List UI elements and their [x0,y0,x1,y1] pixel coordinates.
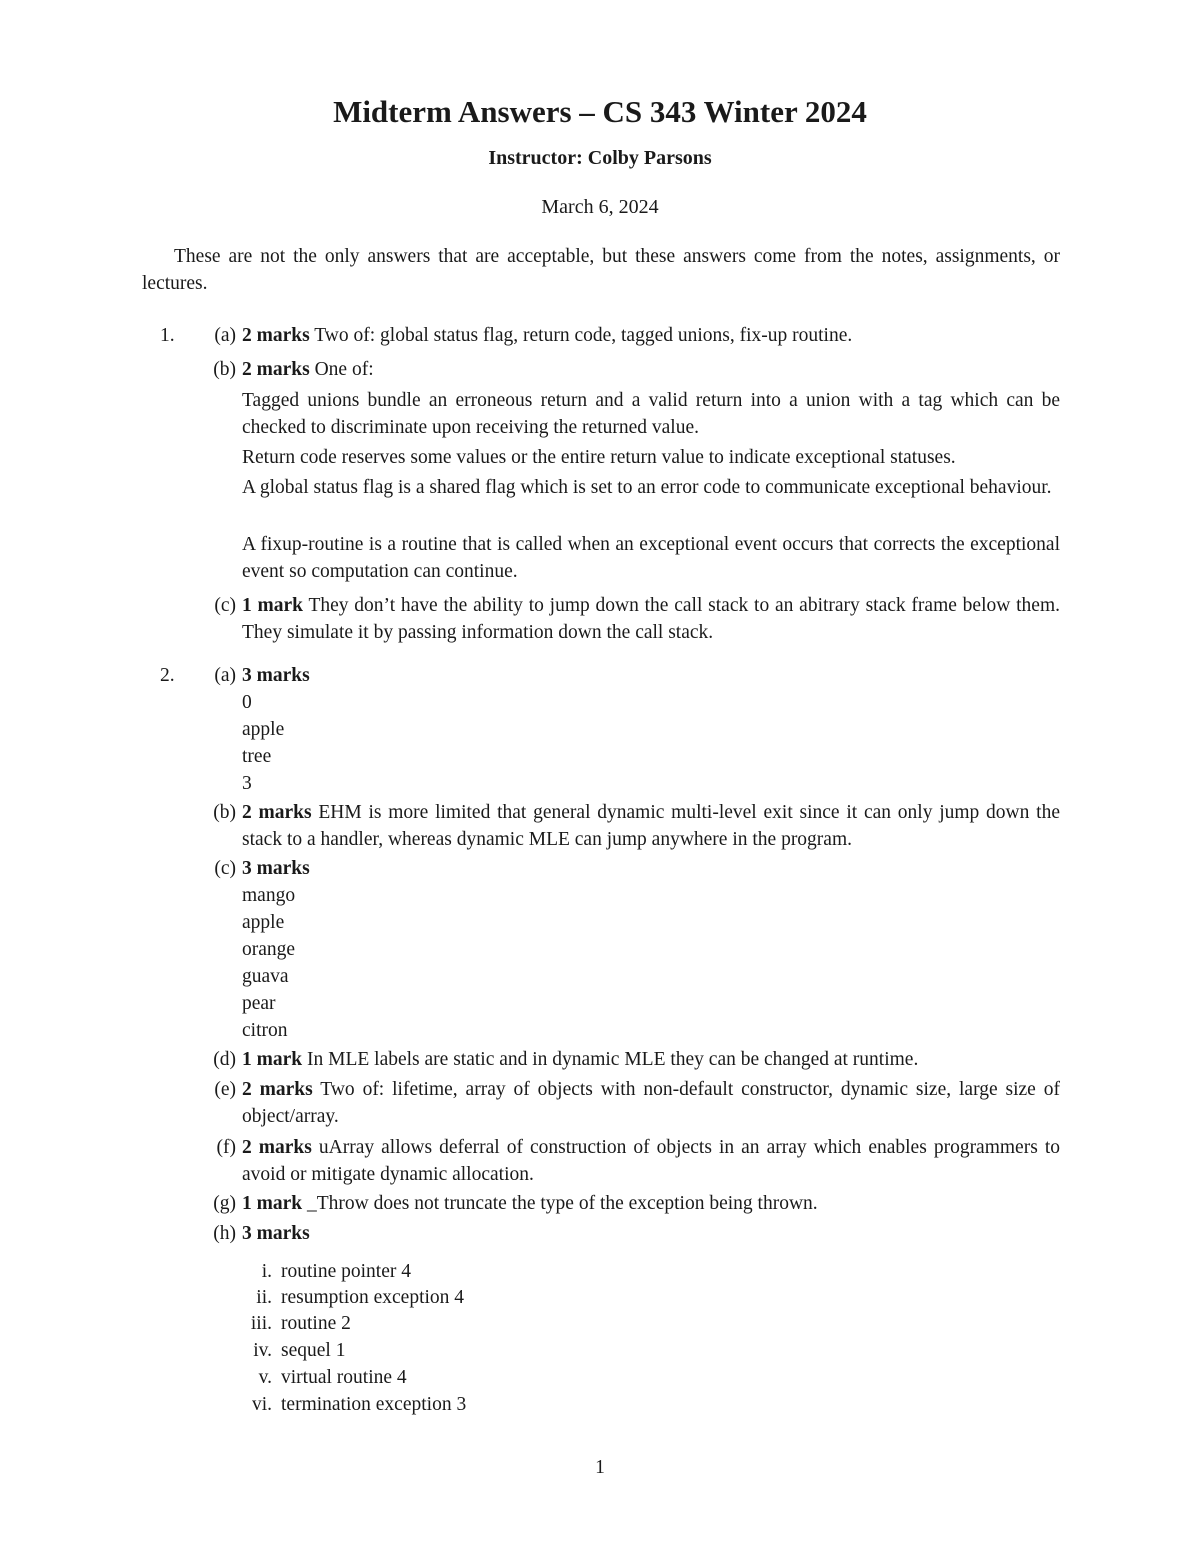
instructor-line: Instructor: Colby Parsons [488,147,712,169]
q2-h-item-text: virtual routine 4 [281,1367,407,1388]
q2-h-item-number: ii. [256,1287,272,1308]
q2-h-item-number: i. [261,1261,272,1282]
q2-b-answer [242,799,1060,853]
q1-a-text: Two of: global status flag, return code, tagged unions, fix-up routine. [309,325,853,346]
q1-b-answer [242,356,1060,383]
q1-c-text: They don’t have the ability to jump down the call stack to an abitrary stack frame below them. They simulate it by passing information down the call stack. [242,595,1060,643]
question-1-number: 1. [160,325,175,346]
q2-e-label: (e) [214,1079,236,1100]
q2-c-output-line: apple [242,912,285,933]
q2-a-output-line: tree [242,746,272,767]
q2-f-answer [242,1134,1060,1188]
q2-g-label: (g) [213,1193,236,1214]
page-number: 1 [595,1457,605,1478]
q2-c-output-line: pear [242,993,276,1014]
q2-g-answer [242,1190,1060,1217]
q2-c-answer [242,855,1060,1044]
q1-b-marks: 2 marks [242,359,310,380]
q2-h-item-number: v. [258,1367,272,1388]
date-line: March 6, 2024 [541,196,659,218]
q2-h-item-number: iv. [253,1340,272,1361]
q2-c-output-line: citron [242,1020,288,1041]
q1-a-answer [242,322,1060,349]
q2-g-marks: 1 mark [242,1193,303,1214]
q1-c-label: (c) [214,595,236,616]
q2-h-item-text: termination exception 3 [281,1394,467,1415]
q2-c-output-line: mango [242,885,296,906]
q2-b-label: (b) [213,802,236,823]
q1-b-option-tagged-unions: Tagged unions bundle an erroneous return and a valid return into a union with a tag which can be checked to discriminate upon receiving the returned value. [242,390,1060,438]
intro-paragraph: These are not the only answers that are acceptable, but these answers come from the notes, assignments, or lectures. [142,246,1060,294]
q2-d-text: In MLE labels are static and in dynamic MLE they can be changed at runtime. [302,1049,919,1070]
q2-a-answer [242,662,1060,797]
q2-c-output-line: guava [242,966,289,987]
q2-a-output-line: 3 [242,773,252,794]
q2-h-item-number: iii. [250,1313,272,1334]
q1-b-text: One of: [309,359,374,380]
q2-h-item-text: sequel 1 [281,1340,346,1361]
question-2-number: 2. [160,665,175,686]
q1-b-option-return-code: Return code reserves some values or the entire return value to indicate exceptional statuses. [242,447,956,468]
q2-h-item-text: resumption exception 4 [281,1287,465,1308]
q2-f-label: (f) [216,1137,236,1158]
q2-d-marks: 1 mark [242,1049,303,1070]
q2-b-text: EHM is more limited that general dynamic multi-level exit since it can only jump down the stack to a handler, whereas dynamic MLE can jump anywhere in the program. [242,802,1060,850]
q1-b-option-fixup-routine: A fixup-routine is a routine that is called when an exceptional event occurs that corrects the exceptional event so computation can continue. [242,534,1060,582]
q2-f-marks: 2 marks [242,1137,312,1158]
page-title: Midterm Answers – CS 343 Winter 2024 [333,94,867,129]
q1-c-marks: 1 mark [242,595,304,616]
q1-a-marks: 2 marks [242,325,310,346]
q2-g-text: _Throw does not truncate the type of the exception being thrown. [302,1193,818,1214]
q2-a-label: (a) [214,665,236,686]
q2-a-output-line: 0 [242,692,252,713]
q2-h-marks: 3 marks [242,1223,310,1244]
q2-e-answer [242,1076,1060,1130]
q1-c-answer [242,592,1060,646]
q1-b-option-global-flag: A global status flag is a shared flag which is set to an error code to communicate exceptional behaviour. [242,477,1052,498]
q1-b-label: (b) [213,359,236,380]
q2-h-answer [242,1220,1060,1247]
q2-b-marks: 2 marks [242,802,312,823]
q2-h-item-text: routine pointer 4 [281,1261,411,1282]
q2-d-label: (d) [213,1049,236,1070]
q2-a-output-line: apple [242,719,285,740]
q2-d-answer [242,1046,1060,1073]
q2-c-label: (c) [214,858,236,879]
q2-f-text: uArray allows deferral of construction of objects in an array which enables programmers to avoid or mitigate dynamic allocation. [242,1137,1060,1185]
q2-e-marks: 2 marks [242,1079,313,1100]
q2-c-marks: 3 marks [242,858,310,879]
q2-e-text: Two of: lifetime, array of objects with non-default constructor, dynamic size, large size of object/array. [242,1079,1060,1127]
q2-a-marks: 3 marks [242,665,310,686]
q2-h-item-number: vi. [251,1394,272,1415]
q2-h-label: (h) [213,1223,236,1244]
q2-c-output-line: orange [242,939,296,960]
q2-h-item-text: routine 2 [281,1313,351,1334]
q1-a-label: (a) [214,325,236,346]
